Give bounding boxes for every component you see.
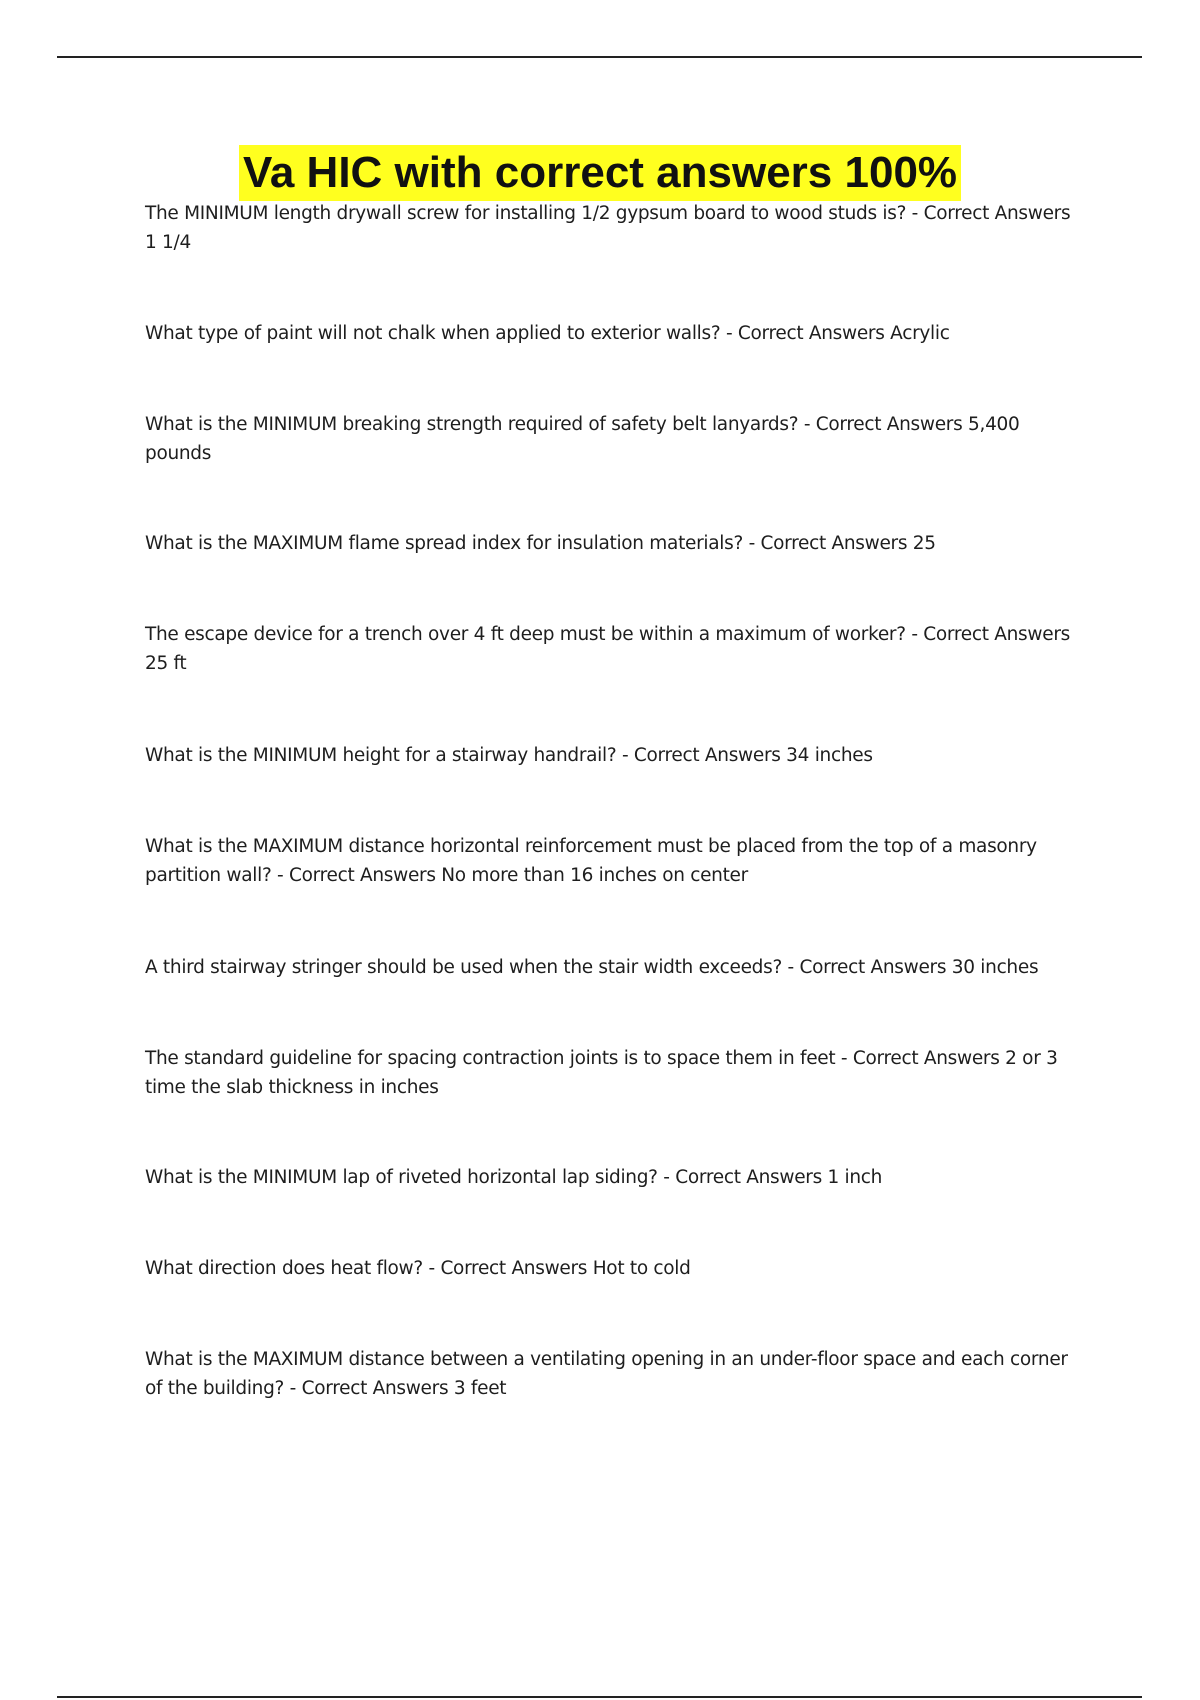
qa-item: What direction does heat flow? - Correct Answers Hot to cold [145,1258,691,1279]
qa-item: What is the MINIMUM lap of riveted horizontal lap siding? - Correct Answers 1 inch [145,1167,883,1188]
header-rule [57,56,1142,58]
footer-rule [57,1696,1142,1698]
qa-item: What is the MINIMUM height for a stairway handrail? - Correct Answers 34 inches [145,745,873,766]
qa-item: What is the MAXIMUM distance horizontal reinforcement must be placed from the top of a masonry partition wall? - Correct Answers No more than 16 inches on center [145,836,1037,886]
qa-item: The standard guideline for spacing contraction joints is to space them in feet - Correct Answers 2 or 3 time the slab thickness in inches [145,1048,1058,1098]
qa-item: What type of paint will not chalk when applied to exterior walls? - Correct Answers Acrylic [145,323,950,344]
qa-item: A third stairway stringer should be used when the stair width exceeds? - Correct Answers 30 inches [145,957,1039,978]
qa-item: What is the MAXIMUM flame spread index for insulation materials? - Correct Answers 25 [145,533,936,554]
qa-item: What is the MINIMUM breaking strength required of safety belt lanyards? - Correct Answers 5,400 pounds [145,414,1020,464]
qa-item: What is the MAXIMUM distance between a ventilating opening in an under-floor space and each corner of the building? - Correct Answers 3 feet [145,1349,1068,1399]
page-title: Va HIC with correct answers 100% [239,145,961,201]
qa-item: The escape device for a trench over 4 ft deep must be within a maximum of worker? - Correct Answers 25 ft [145,624,1070,674]
title-container [0,145,1200,201]
qa-item: The MINIMUM length drywall screw for installing 1/2 gypsum board to wood studs is? - Correct Answers 1 1/4 [145,203,1071,253]
